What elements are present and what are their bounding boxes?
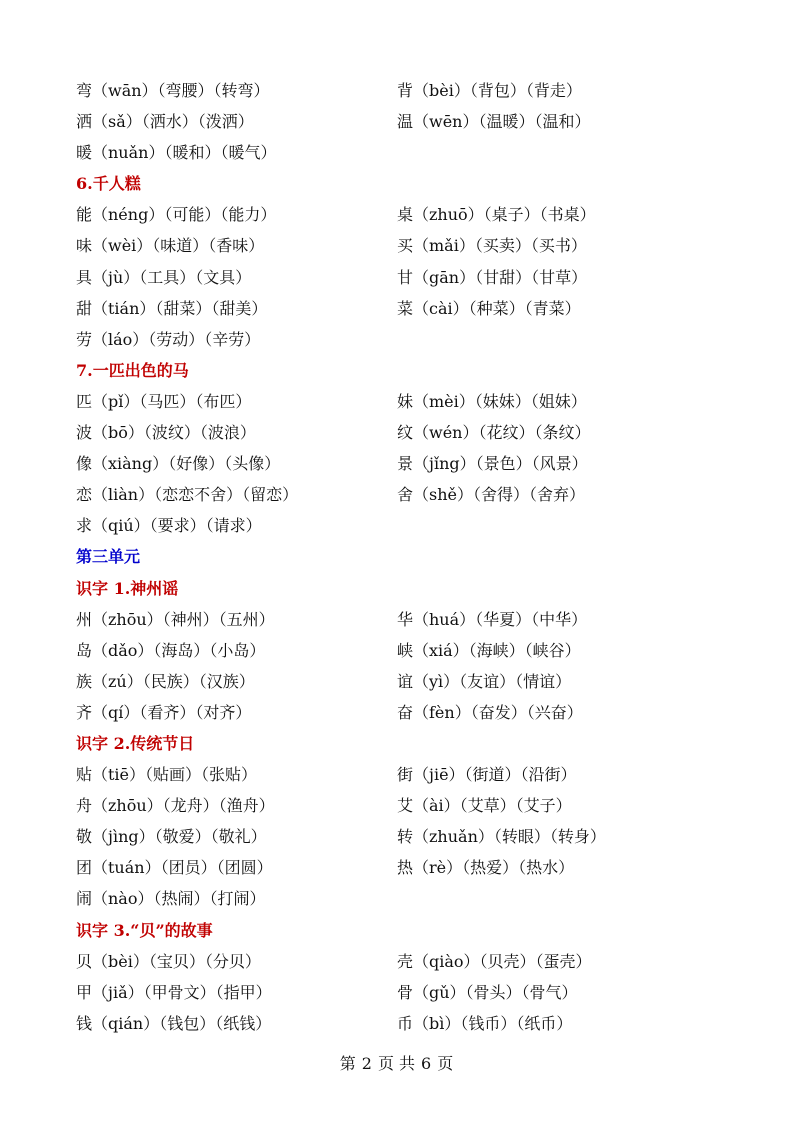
vocab-entry-left: 能（néng）（可能）（能力） (76, 205, 277, 225)
vocab-row (76, 479, 756, 510)
vocab-entry-right: 景（jǐng）（景色）（风景） (397, 454, 588, 474)
vocab-row (76, 417, 756, 448)
section-heading: 识字 2.传统节日 (76, 733, 195, 753)
vocab-entry-right: 峡（xiá）（海峡）（峡谷） (397, 640, 581, 660)
vocab-row (76, 448, 756, 479)
section-heading-row (76, 168, 756, 199)
vocab-entry-left: 味（wèi）（味道）（香味） (76, 236, 265, 256)
footer-total-pages: 6 (421, 1054, 432, 1073)
vocab-row (76, 977, 756, 1008)
vocab-row (76, 293, 756, 324)
vocab-entry-left: 闹（nào）（热闹）（打闹） (76, 889, 266, 909)
vocab-entry-left: 求（qiú）（要求）（请求） (76, 516, 262, 536)
vocab-entry-right: 桌（zhuō）（桌子）（书桌） (397, 205, 596, 225)
vocab-entry-left: 舟（zhōu）（龙舟）（渔舟） (76, 796, 275, 816)
vocab-entry-right: 街（jiē）（街道）（沿街） (397, 765, 577, 785)
vocab-row (76, 635, 756, 666)
vocab-entry-left: 弯（wān）（弯腰）（转弯） (76, 81, 270, 100)
vocab-entry-right: 甘（gān）（甘甜）（甘草） (397, 267, 588, 287)
vocab-row (76, 604, 756, 635)
section-heading-row (76, 728, 756, 759)
vocab-entry-left: 齐（qí）（看齐）（对齐） (76, 702, 252, 722)
vocab-row (76, 386, 756, 417)
vocab-entry-right: 纹（wén）（花纹）（条纹） (397, 423, 591, 443)
vocab-row (76, 883, 756, 914)
vocab-entry-right: 壳（qiào）（贝壳）（蛋壳） (397, 951, 592, 971)
vocab-entry-left: 波（bō）（波纹）（波浪） (76, 423, 256, 443)
vocab-entry-left: 团（tuán）（团员）（团圆） (76, 858, 273, 878)
vocab-entry-right: 币（bì）（钱币）（纸币） (397, 1013, 573, 1033)
vocab-row (76, 262, 756, 293)
vocab-row (76, 106, 756, 137)
vocab-entry-left: 甲（jiǎ）（甲骨文）（指甲） (76, 982, 272, 1002)
vocab-row (76, 759, 756, 790)
section-heading-row (76, 541, 756, 572)
vocab-entry-right: 背（bèi）（背包）（背走） (397, 81, 582, 100)
vocab-entry-left: 甜（tián）（甜菜）（甜美） (76, 298, 268, 318)
vocab-entry-left: 暖（nuǎn）（暖和）（暖气） (76, 143, 277, 163)
section-heading: 6.千人糕 (76, 174, 141, 194)
vocab-row (76, 137, 756, 168)
vocab-entry-left: 岛（dǎo）（海岛）（小岛） (76, 640, 266, 660)
vocab-entry-right: 奋（fèn）（奋发）（兴奋） (397, 702, 583, 722)
vocab-row (76, 75, 756, 106)
section-heading: 识字 1.神州谣 (76, 578, 179, 598)
vocab-entry-right: 舍（shě）（舍得）（舍弃） (397, 485, 585, 505)
footer-mid: 页 共 (377, 1054, 416, 1073)
page-footer (0, 1054, 793, 1074)
vocab-entry-right: 买（mǎi）（买卖）（买书） (397, 236, 587, 256)
vocab-entry-left: 贴（tiē）（贴画）（张贴） (76, 765, 258, 785)
vocab-entry-right: 妹（mèi）（妹妹）（姐妹） (397, 391, 587, 411)
vocab-entry-left: 匹（pǐ）（马匹）（布匹） (76, 391, 252, 411)
vocab-entry-right: 热（rè）（热爱）（热水） (397, 858, 575, 878)
footer-page-number: 2 (361, 1054, 372, 1073)
vocab-entry-left: 州（zhōu）（神州）（五州） (76, 609, 275, 629)
vocab-entry-left: 洒（sǎ）（洒水）（泼洒） (76, 112, 254, 132)
section-heading-row (76, 573, 756, 604)
vocab-row (76, 666, 756, 697)
section-heading: 7.一匹出色的马 (76, 360, 189, 380)
vocab-entry-left: 族（zú）（民族）（汉族） (76, 671, 255, 691)
vocab-row (76, 697, 756, 728)
document-body (76, 75, 756, 1039)
vocab-entry-right: 骨（gǔ）（骨头）（骨气） (397, 982, 578, 1002)
vocab-entry-left: 具（jù）（工具）（文具） (76, 267, 252, 287)
vocab-entry-left: 钱（qián）（钱包）（纸钱） (76, 1013, 272, 1033)
vocab-entry-left: 像（xiàng）（好像）（头像） (76, 454, 281, 474)
vocab-entry-left: 敬（jìng）（敬爱）（敬礼） (76, 827, 267, 847)
vocab-entry-right: 艾（ài）（艾草）（艾子） (397, 796, 572, 816)
footer-prefix: 第 (339, 1054, 356, 1073)
section-heading: 第三单元 (76, 547, 141, 567)
vocab-entry-right: 华（huá）（华夏）（中华） (397, 609, 588, 629)
vocab-entry-right: 温（wēn）（温暖）（温和） (397, 112, 591, 132)
section-heading-row (76, 355, 756, 386)
vocab-entry-right: 菜（cài）（种菜）（青菜） (397, 298, 581, 318)
vocab-row (76, 946, 756, 977)
vocab-row (76, 230, 756, 261)
vocab-row (76, 821, 756, 852)
footer-suffix: 页 (437, 1054, 454, 1073)
vocab-entry-left: 恋（liàn）（恋恋不舍）（留恋） (76, 485, 299, 505)
vocab-entry-right: 转（zhuǎn）（转眼）（转身） (397, 827, 606, 847)
vocab-row (76, 510, 756, 541)
vocab-entry-left: 贝（bèi）（宝贝）（分贝） (76, 951, 261, 971)
section-heading: 识字 3.“贝”的故事 (76, 920, 213, 940)
vocab-row (76, 324, 756, 355)
vocab-entry-right: 谊（yì）（友谊）（情谊） (397, 671, 572, 691)
vocab-row (76, 199, 756, 230)
vocab-row (76, 790, 756, 821)
vocab-row (76, 852, 756, 883)
section-heading-row (76, 915, 756, 946)
vocab-entry-left: 劳（láo）（劳动）（辛劳） (76, 329, 261, 349)
vocab-row (76, 1008, 756, 1039)
